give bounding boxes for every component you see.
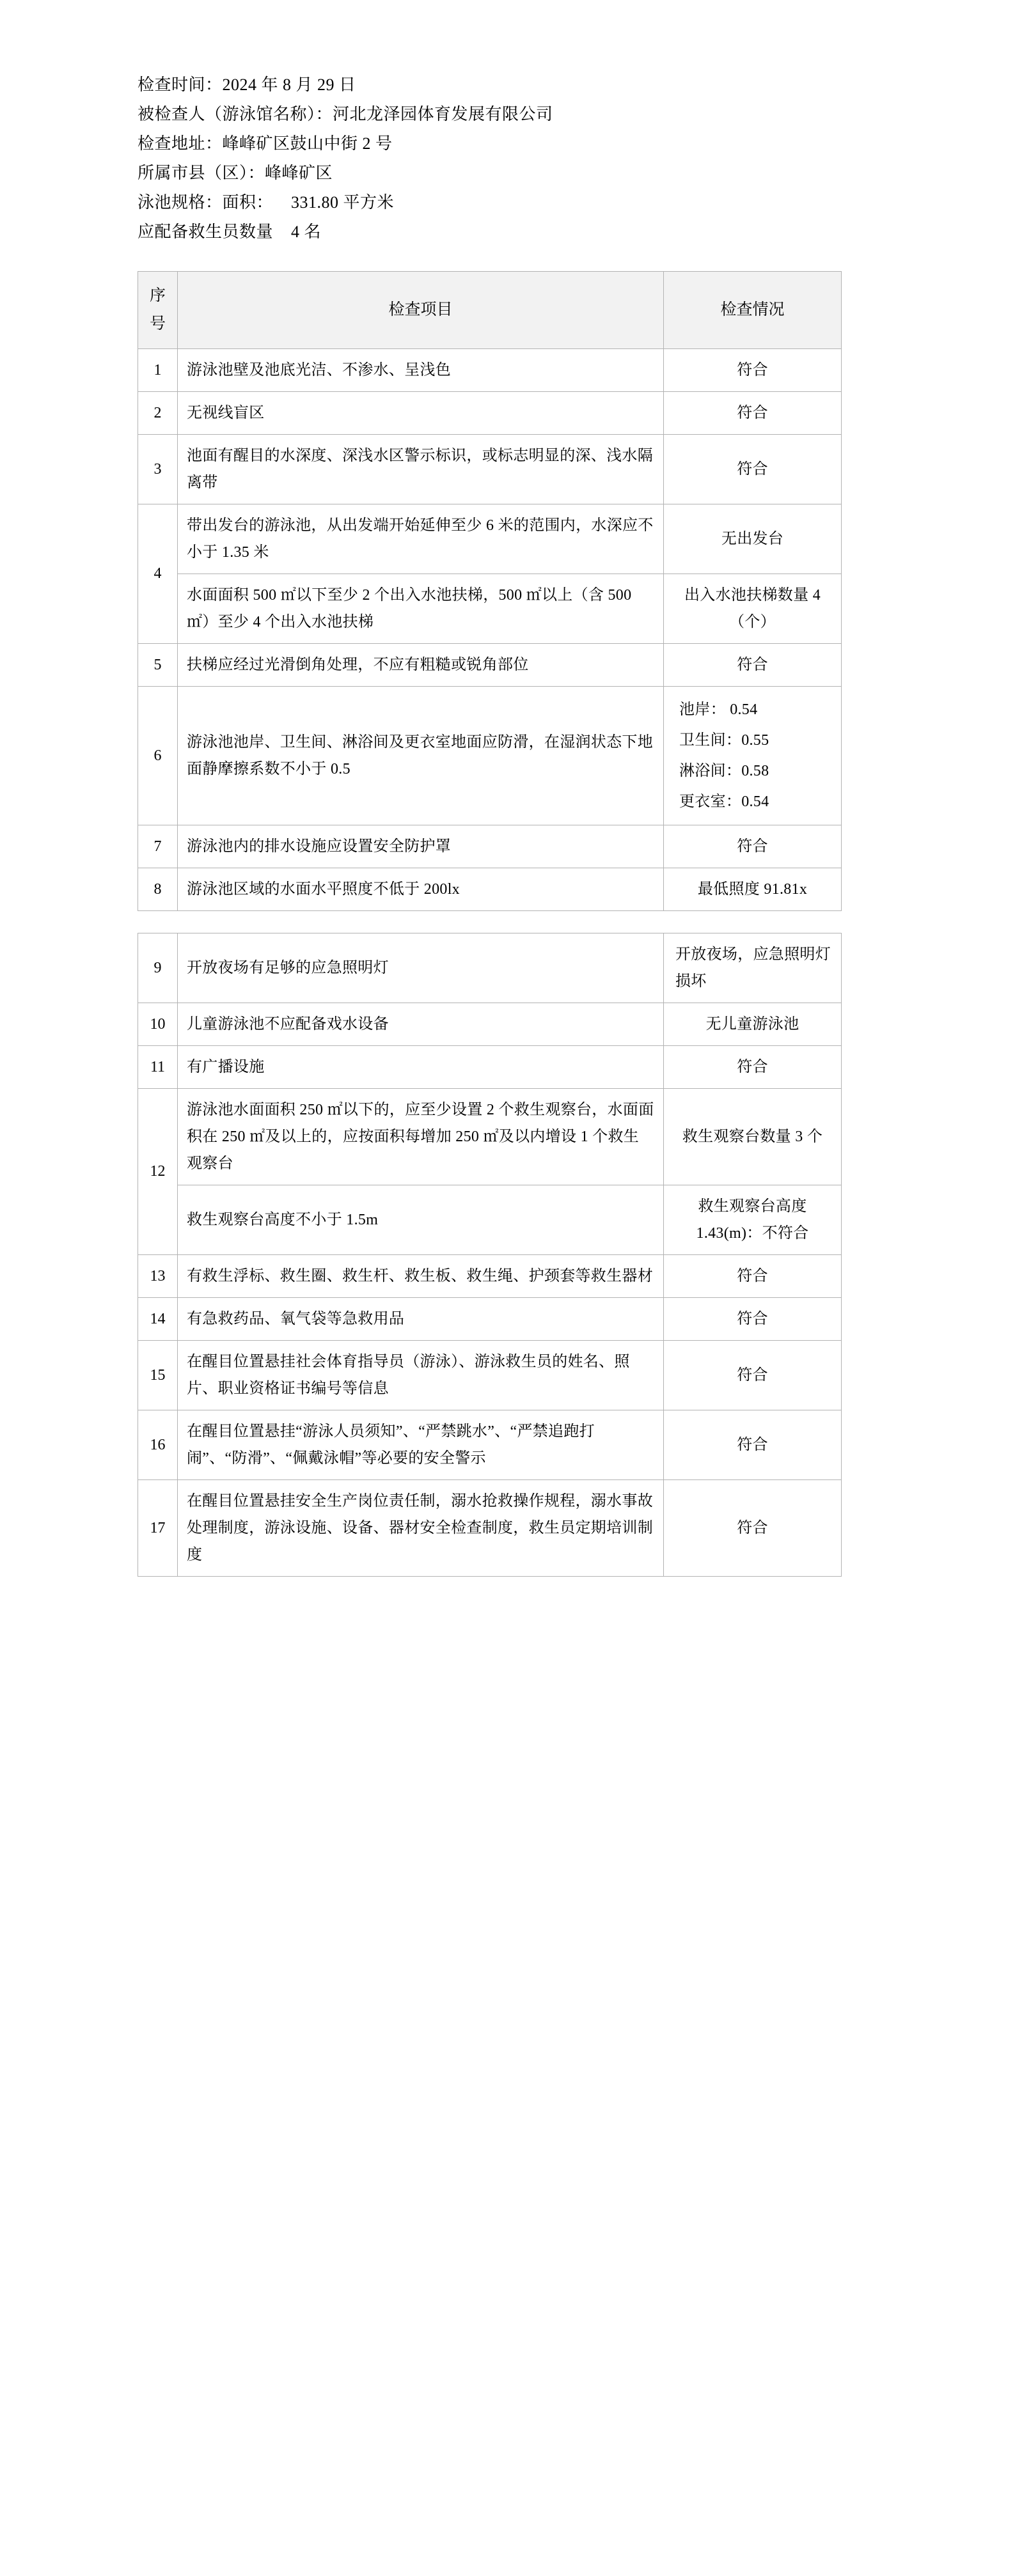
row-result: 符合 — [664, 1297, 842, 1340]
row-result: 符合 — [664, 391, 842, 434]
table-row — [138, 391, 842, 434]
row-item: 在醒目位置悬挂社会体育指导员（游泳）、游泳救生员的姓名、照片、职业资格证书编号等信息 — [178, 1340, 664, 1410]
table-row — [138, 825, 842, 868]
table-page-break-gap — [138, 911, 877, 933]
row-item: 儿童游泳池不应配备戏水设备 — [178, 1003, 664, 1045]
row-item: 扶梯应经过光滑倒角处理，不应有粗糙或锐角部位 — [178, 643, 664, 686]
table-row — [138, 933, 842, 1003]
inspection-time: 检查时间：2024 年 8 月 29 日 — [138, 75, 356, 94]
row-no: 3 — [138, 434, 178, 504]
row-item: 无视线盲区 — [178, 391, 664, 434]
row-result: 符合 — [664, 643, 842, 686]
row-result: 出入水池扶梯数量 4（个） — [664, 574, 842, 643]
table-row — [138, 1003, 842, 1045]
row-result: 符合 — [664, 434, 842, 504]
row-item: 有急救药品、氧气袋等急救用品 — [178, 1297, 664, 1340]
row-no: 12 — [138, 1088, 178, 1254]
table-row — [138, 1297, 842, 1340]
row-result: 救生观察台高度 1.43(m)：不符合 — [664, 1185, 842, 1254]
table-row — [138, 1479, 842, 1576]
row-no: 15 — [138, 1340, 178, 1410]
row-no: 4 — [138, 504, 178, 643]
row-item: 在醒目位置悬挂“游泳人员须知”、“严禁跳水”、“严禁追跑打闹”、“防滑”、“佩戴泳帽”等必要的安全警示 — [178, 1410, 664, 1479]
row-result: 最低照度 91.81x — [664, 868, 842, 910]
table-row — [138, 868, 842, 910]
row-item: 游泳池水面面积 250 ㎡以下的，应至少设置 2 个救生观察台，水面面积在 250 ㎡及以上的，应按面积每增加 250 ㎡及以内增设 1 个救生观察台 — [178, 1088, 664, 1185]
row-no: 5 — [138, 643, 178, 686]
row-item: 游泳池壁及池底光洁、不渗水、呈浅色 — [178, 348, 664, 391]
row-no: 2 — [138, 391, 178, 434]
row-item: 游泳池池岸、卫生间、淋浴间及更衣室地面应防滑，在湿润状态下地面静摩擦系数不小于 0.5 — [178, 686, 664, 825]
row-no: 7 — [138, 825, 178, 868]
table-row — [138, 1045, 842, 1088]
table-row — [138, 643, 842, 686]
row-result: 开放夜场，应急照明灯损坏 — [664, 933, 842, 1003]
table-row — [138, 574, 842, 643]
inspection-address: 检查地址：峰峰矿区鼓山中街 2 号 — [138, 134, 393, 153]
result-line: 池岸： 0.54 — [679, 701, 758, 718]
row-result: 符合 — [664, 1340, 842, 1410]
row-result — [664, 686, 842, 825]
table-row — [138, 1340, 842, 1410]
table-row — [138, 1410, 842, 1479]
row-result: 符合 — [664, 1410, 842, 1479]
row-item: 带出发台的游泳池，从出发端开始延伸至少 6 米的范围内，水深应不小于 1.35 米 — [178, 504, 664, 574]
row-no: 13 — [138, 1254, 178, 1297]
col-header-result: 检查情况 — [664, 272, 842, 349]
result-line: 卫生间：0.55 — [679, 731, 769, 749]
table-row — [138, 1185, 842, 1254]
table-header-row — [138, 272, 842, 349]
row-result: 符合 — [664, 825, 842, 868]
row-item: 游泳池区域的水面水平照度不低于 200lx — [178, 868, 664, 910]
row-result: 符合 — [664, 1479, 842, 1576]
table-row — [138, 686, 842, 825]
row-no: 11 — [138, 1045, 178, 1088]
row-no: 1 — [138, 348, 178, 391]
col-header-no: 序 号 — [138, 272, 178, 349]
row-no: 9 — [138, 933, 178, 1003]
row-item: 有广播设施 — [178, 1045, 664, 1088]
inspection-table-part2-wrapper — [138, 933, 877, 1577]
result-line: 淋浴间：0.58 — [679, 762, 769, 779]
row-result: 无出发台 — [664, 504, 842, 574]
row-no: 10 — [138, 1003, 178, 1045]
inspected-party: 被检查人（游泳馆名称）：河北龙泽园体育发展有限公司 — [138, 105, 553, 123]
district: 所属市县（区）：峰峰矿区 — [138, 164, 333, 182]
row-item: 游泳池内的排水设施应设置安全防护罩 — [178, 825, 664, 868]
row-no: 14 — [138, 1297, 178, 1340]
row-item: 有救生浮标、救生圈、救生杆、救生板、救生绳、护颈套等救生器材 — [178, 1254, 664, 1297]
row-result: 无儿童游泳池 — [664, 1003, 842, 1045]
row-no: 6 — [138, 686, 178, 825]
table-row — [138, 1088, 842, 1185]
row-no: 16 — [138, 1410, 178, 1479]
row-item: 水面面积 500 ㎡以下至少 2 个出入水池扶梯，500 ㎡以上（含 500 ㎡）至少 4 个出入水池扶梯 — [178, 574, 664, 643]
row-no: 8 — [138, 868, 178, 910]
row-result: 符合 — [664, 348, 842, 391]
col-header-item: 检查项目 — [178, 272, 664, 349]
row-result: 救生观察台数量 3 个 — [664, 1088, 842, 1185]
row-no: 17 — [138, 1479, 178, 1576]
table-row — [138, 1254, 842, 1297]
row-result: 符合 — [664, 1254, 842, 1297]
row-item: 在醒目位置悬挂安全生产岗位责任制，溺水抢救操作规程，溺水事故处理制度，游泳设施、设备、器材安全检查制度，救生员定期培训制度 — [178, 1479, 664, 1576]
header-info-block — [138, 70, 877, 247]
lifeguard-count: 应配备救生员数量 4 名 — [138, 222, 322, 241]
table-row — [138, 434, 842, 504]
row-item: 救生观察台高度不小于 1.5m — [178, 1185, 664, 1254]
table-row — [138, 348, 842, 391]
table-row — [138, 504, 842, 574]
row-item: 开放夜场有足够的应急照明灯 — [178, 933, 664, 1003]
inspection-table-part1-wrapper — [138, 271, 877, 911]
inspection-table-part2 — [138, 933, 842, 1577]
row-result: 符合 — [664, 1045, 842, 1088]
result-line: 更衣室：0.54 — [679, 793, 769, 810]
inspection-table-part1 — [138, 271, 842, 911]
pool-spec: 泳池规格：面积： 331.80 平方米 — [138, 193, 395, 212]
row-item: 池面有醒目的水深度、深浅水区警示标识，或标志明显的深、浅水隔离带 — [178, 434, 664, 504]
